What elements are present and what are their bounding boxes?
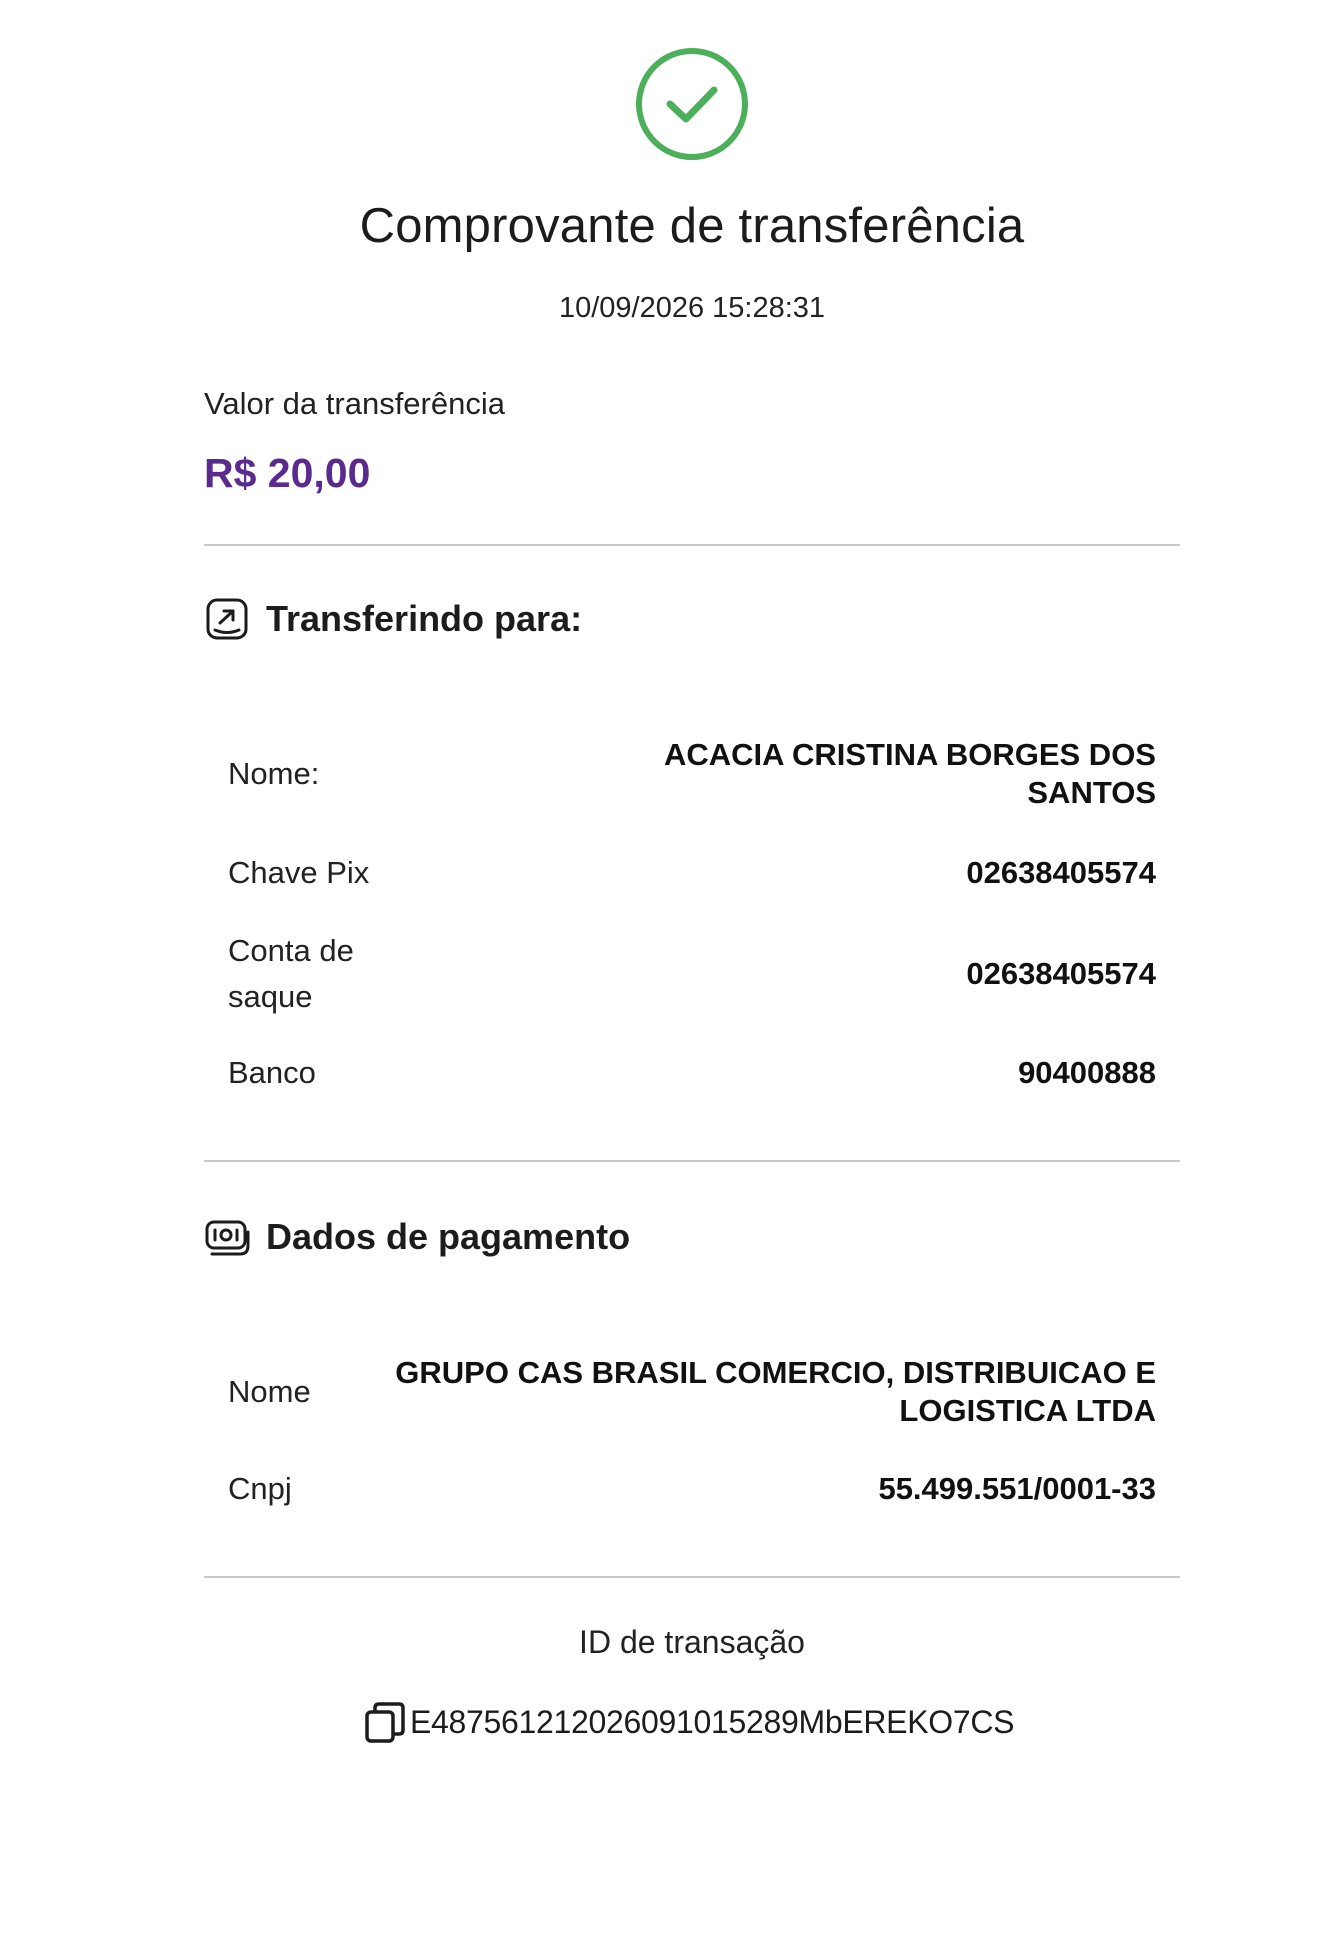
row-value: 02638405574 — [966, 855, 1156, 890]
recipient-row-account — [228, 928, 1156, 1020]
transaction-id-value[interactable]: E48756121202609101528​9MbEREKO7CS — [410, 1703, 1015, 1740]
row-value: 90400888 — [1018, 1055, 1156, 1090]
transaction-id-copy[interactable] — [364, 1700, 1014, 1744]
recipient-heading: Transferindo para: — [266, 598, 583, 639]
row-key: Banco — [228, 1055, 316, 1090]
payment-heading: Dados de pagamento — [266, 1216, 631, 1257]
divider — [204, 1160, 1180, 1162]
row-key: Nome: — [228, 756, 320, 791]
row-key: Conta de saque — [228, 933, 354, 1014]
row-key: Nome — [228, 1374, 311, 1409]
transfer-out-icon — [204, 596, 250, 642]
recipient-section-header — [204, 596, 582, 642]
check-circle-icon — [634, 46, 750, 162]
row-value: ACACIA CRISTINA BORGES DOS SANTOS — [663, 737, 1156, 810]
amount-value: R$ 20,00 — [204, 450, 371, 496]
row-value: GRUPO CAS BRASIL COMERCIO, DISTRIBUICAO E LOGISTICA LTDA — [395, 1355, 1156, 1428]
row-key: Cnpj — [228, 1471, 292, 1506]
money-icon — [204, 1214, 250, 1260]
transfer-timestamp: 10/09/2026 15:28:31 — [558, 292, 826, 324]
divider — [204, 544, 1180, 546]
page-title: Comprovante de transferência — [359, 199, 1025, 253]
payment-row-cnpj — [228, 1466, 1156, 1512]
payment-section-header — [204, 1214, 630, 1260]
recipient-row-pix-key — [228, 850, 1156, 896]
amount-label: Valor da transferência — [204, 386, 505, 421]
payment-row-name — [228, 1354, 1156, 1430]
transaction-id-label: ID de transação — [579, 1624, 805, 1660]
row-key: Chave Pix — [228, 855, 370, 890]
recipient-row-name — [228, 736, 1156, 812]
copy-icon[interactable] — [364, 1700, 406, 1744]
row-value: 02638405574 — [966, 956, 1156, 991]
recipient-row-bank — [228, 1050, 1156, 1096]
row-value: 55.499.551/0001-33 — [878, 1471, 1156, 1506]
divider — [204, 1576, 1180, 1578]
